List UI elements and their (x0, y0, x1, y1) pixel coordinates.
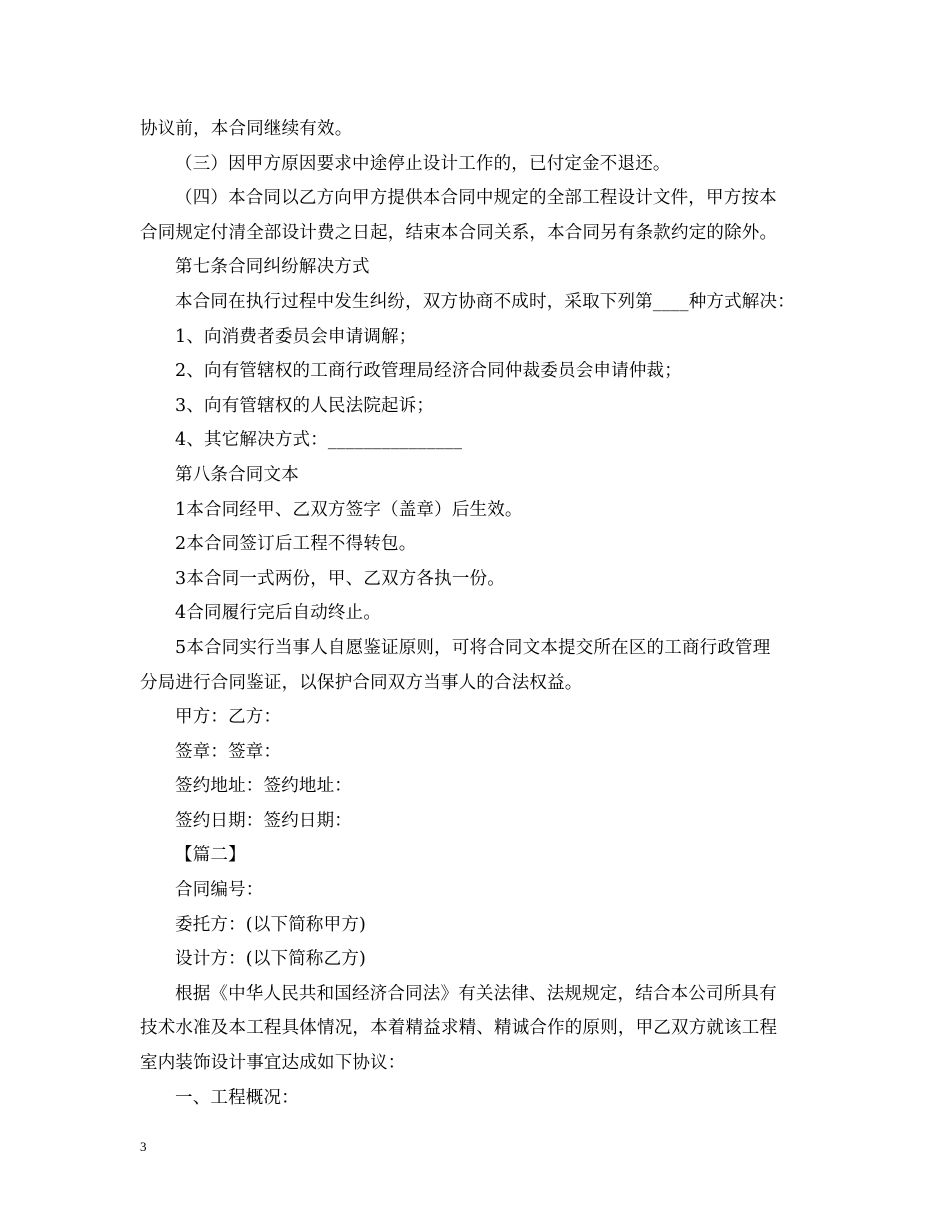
list-item: 4合同履行完后自动终止。 (175, 603, 382, 624)
list-item: 1本合同经甲、乙双方签字（盖章）后生效。 (175, 499, 523, 520)
part-heading: 【篇二】 (175, 845, 246, 866)
paragraph-line: 分局进行合同鉴证，以保护合同双方当事人的合法权益。 (140, 672, 583, 693)
paragraph-line: 合同规定付清全部设计费之日起，结束本合同关系，本合同另有条款约定的除外。 (140, 222, 778, 243)
paragraph-line: 协议前，本合同继续有效。 (140, 119, 353, 139)
signature-line: 签约日期：签约日期： (175, 810, 352, 831)
signature-line: 签约地址：签约地址： (175, 776, 352, 797)
paragraph-line: 技术水准及本工程具体情况，本着精益求精、精诚合作的原则，甲乙双方就该工程 (140, 1018, 778, 1039)
contract-field: 合同编号： (175, 880, 264, 901)
paragraph-line: （三）因甲方原因要求中途停止设计工作的，已付定金不退还。 (175, 153, 671, 174)
list-item: 3本合同一式两份，甲、乙双方各执一份。 (175, 568, 505, 589)
document-body (140, 112, 830, 1115)
signature-line: 甲方：乙方： (175, 707, 282, 728)
list-item: 4、其它解决方式：_______________ (175, 430, 463, 451)
list-item: 1、向消费者委员会申请调解； (175, 326, 417, 347)
section-heading: 一、工程概况： (175, 1087, 299, 1108)
page-number: 3 (140, 1139, 147, 1154)
signature-line: 签章：签章： (175, 741, 282, 762)
contract-field: 委托方：(以下简称甲方) (175, 914, 367, 935)
paragraph-line: （四）本合同以乙方向甲方提供本合同中规定的全部工程设计文件，甲方按本 (175, 188, 777, 209)
section-heading: 第七条合同纠纷解决方式 (175, 257, 370, 278)
list-item: 5本合同实行当事人自愿鉴证原则，可将合同文本提交所在区的工商行政管理 (175, 637, 771, 658)
paragraph-line: 本合同在执行过程中发生纠纷，双方协商不成时，采取下列第____种方式解决： (175, 291, 795, 312)
list-item: 3、向有管辖权的人民法院起诉； (175, 395, 435, 416)
list-item: 2本合同签订后工程不得转包。 (175, 534, 417, 555)
contract-field: 设计方：(以下简称乙方) (175, 949, 367, 970)
section-heading: 第八条合同文本 (175, 464, 299, 485)
list-item: 2、向有管辖权的工商行政管理局经济合同仲裁委员会申请仲裁； (175, 361, 682, 382)
paragraph-line: 室内装饰设计事宜达成如下协议： (140, 1053, 406, 1074)
paragraph-line: 根据《中华人民共和国经济合同法》有关法律、法规规定，结合本公司所具有 (175, 983, 777, 1004)
